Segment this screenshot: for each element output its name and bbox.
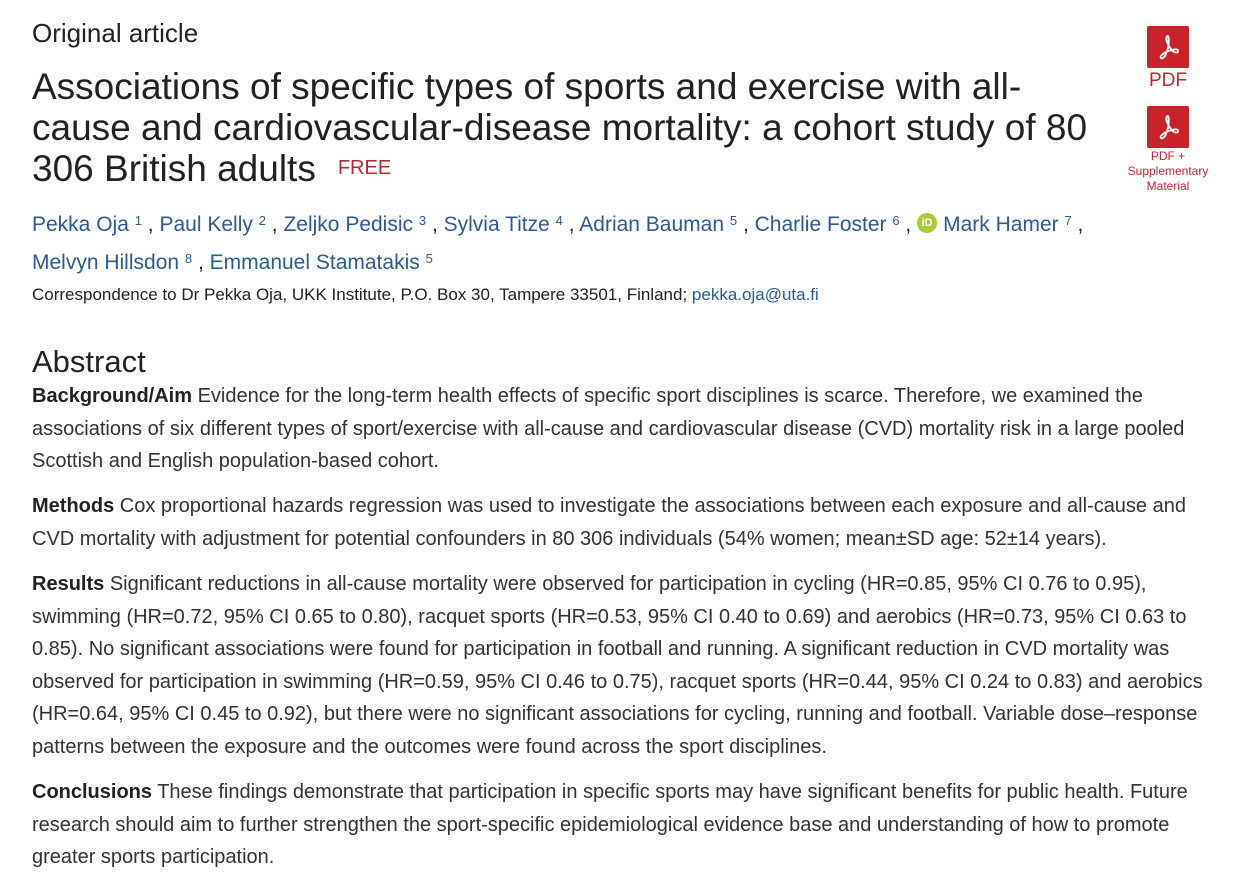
pdf-label: PDF bbox=[1149, 70, 1187, 91]
pdf-icon bbox=[1147, 106, 1189, 148]
pdf-icon bbox=[1147, 26, 1189, 68]
author-name: Pekka Oja bbox=[32, 213, 129, 236]
abstract-body bbox=[32, 380, 1212, 886]
section-label: Conclusions bbox=[32, 781, 153, 804]
article-title-text: Associations of specific types of sports and exercise with all-cause and cardiovascular-disease mortality: a cohort study of 80 306 British adults bbox=[32, 66, 1088, 189]
article-title bbox=[32, 66, 1117, 192]
author-link[interactable] bbox=[444, 213, 563, 236]
abstract-section-results bbox=[32, 568, 1212, 764]
abstract-section-background bbox=[32, 380, 1212, 478]
affiliation-number: 1 bbox=[134, 213, 142, 228]
abstract-section-conclusions bbox=[32, 776, 1212, 874]
affiliation-number: 2 bbox=[258, 213, 266, 228]
affiliation-number: 5 bbox=[425, 251, 433, 266]
author-link[interactable] bbox=[210, 251, 433, 274]
section-text: Significant reductions in all-cause mortality were observed for participation in cycling (HR=0.85, 95% CI 0.76 to 0.95), swimming (HR=0.72, 95% CI 0.65 to 0.80), racquet sports (HR=0.53, 95% CI 0.40 to 0.69) and aerobics (HR=0.73, 95% CI 0.63 to 0.85). No significant associations were found for participation in football and running. A significant reduction in CVD mortality was observed for participation in swimming (HR=0.59, 95% CI 0.46 to 0.75), racquet sports (HR=0.44, 95% CI 0.24 to 0.83) and aerobics (HR=0.64, 95% CI 0.45 to 0.92), but there were no significant associations for cycling, running and football. Variable dose–response patterns between the exposure and the outcomes were found across the sport disciplines. bbox=[32, 572, 1203, 758]
pdf-supplementary-label: PDF + Supplementary Material bbox=[1127, 149, 1209, 193]
affiliation-number: 8 bbox=[184, 251, 193, 266]
pdf-supplementary-button[interactable] bbox=[1124, 106, 1212, 194]
affiliation-number: 5 bbox=[729, 213, 738, 228]
pdf-download-button[interactable] bbox=[1124, 26, 1212, 92]
affiliation-number: 6 bbox=[892, 213, 900, 228]
author-name: Paul Kelly bbox=[159, 213, 253, 236]
author-link[interactable] bbox=[579, 213, 737, 236]
abstract-section-methods bbox=[32, 490, 1212, 555]
section-label: Results bbox=[32, 572, 105, 595]
author-link[interactable] bbox=[32, 213, 142, 236]
author-name: Zeljko Pedisic bbox=[283, 213, 414, 236]
affiliation-number: 4 bbox=[555, 213, 563, 228]
author-name: Sylvia Titze bbox=[443, 213, 550, 236]
author-list: Pekka Oja $^1$ , Paul Kelly $^2$ , Zeljko Pedisic $^3$ , Sylvia Titze $^4$ , Adrian Bauman $^5$ , Charlie Foster $^6$ , iD Mark Hamer $^7$ , Melvyn Hillsdon $^8$ , Emmanuel Stamatakis $^5$ bbox=[32, 213, 1084, 274]
author-name: Melvyn Hillsdon bbox=[32, 251, 180, 274]
author-name: Adrian Bauman bbox=[579, 213, 725, 236]
free-badge: FREE bbox=[337, 156, 392, 179]
section-label: Background/Aim bbox=[32, 385, 193, 407]
author-link[interactable] bbox=[159, 213, 265, 236]
orcid-icon[interactable]: iD bbox=[917, 213, 937, 233]
affiliation-number: 3 bbox=[418, 213, 427, 228]
abstract-heading: Abstract bbox=[32, 344, 146, 379]
correspondence-text: Correspondence to Dr Pekka Oja, UKK Institute, P.O. Box 30, Tampere 33501, Finland; bbox=[32, 285, 688, 304]
article-type-label: Original article bbox=[32, 18, 199, 48]
author-link[interactable] bbox=[755, 213, 900, 236]
section-text: These findings demonstrate that participation in specific sports may have significant benefits for public health. Future research should aim to further strengthen the sport-specific epidemiological evidence base and understanding of how to promote greater sports participation. bbox=[32, 781, 1188, 869]
author-name: Emmanuel Stamatakis bbox=[209, 251, 420, 274]
author-name: Charlie Foster bbox=[754, 213, 887, 236]
section-label: Methods bbox=[32, 495, 115, 518]
author-name: Mark Hamer bbox=[943, 213, 1059, 236]
author-link[interactable] bbox=[32, 251, 192, 274]
section-text: Evidence for the long-term health effects of specific sport disciplines is scarce. Therefore, we examined the associations of six different types of sport/exercise with all-cause and cardiovascular disease (CVD) mortality risk in a large pooled Scottish and English population-based cohort. bbox=[32, 385, 1185, 473]
correspondence bbox=[32, 285, 819, 305]
author-link[interactable] bbox=[943, 213, 1072, 236]
affiliation-number: 7 bbox=[1064, 213, 1072, 228]
email-link[interactable]: pekka.oja@uta.fi bbox=[691, 285, 819, 304]
section-text: Cox proportional hazards regression was used to investigate the associations between each exposure and all-cause and CVD mortality with adjustment for potential confounders in 80 306 individuals (54% women; mean±SD age: 52±14 years). bbox=[32, 495, 1186, 550]
author-link[interactable] bbox=[283, 213, 426, 236]
pdf-links bbox=[1124, 26, 1212, 194]
